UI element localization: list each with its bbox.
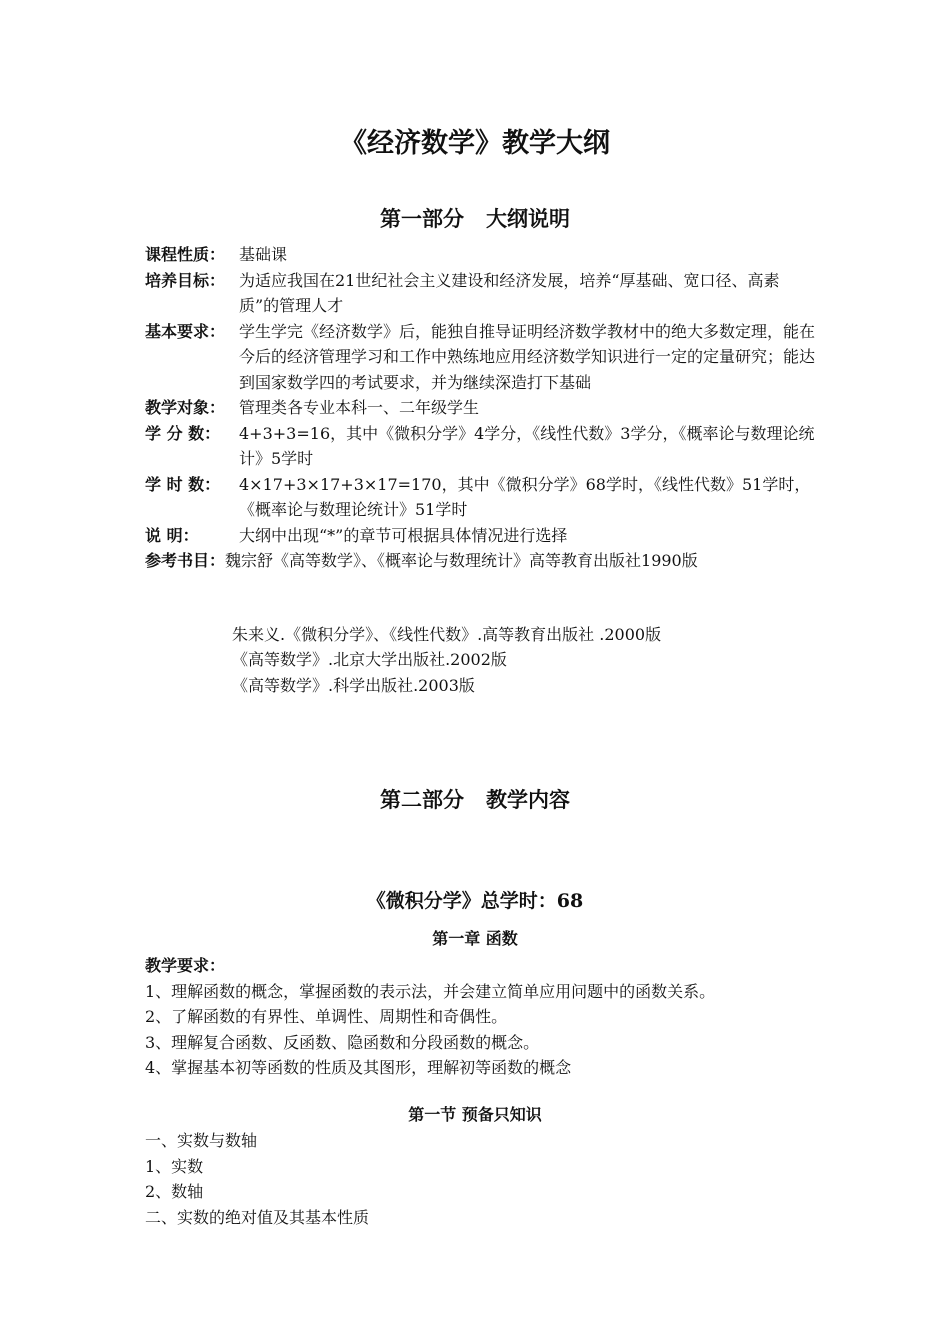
reference-item: 《高等数学》.科学出版社.2003版 <box>232 676 475 695</box>
field-value: 大纲中出现“*”的章节可根据具体情况进行选择 <box>239 525 568 545</box>
requirement-item: 1、理解函数的概念，掌握函数的表示法，并会建立简单应用问题中的函数关系。 <box>145 981 716 1001</box>
field-label: 参考书目： <box>145 551 226 570</box>
field-basic-requirements <box>145 319 815 396</box>
field-label: 培养目标： <box>145 270 226 290</box>
field-value: 魏宗舒《高等数学》、《概率论与数理统计》高等教育出版社1990版 <box>225 551 698 570</box>
field-value: 4+3+3=16，其中《微积分学》4学分，《线性代数》3学分，《概率论与数理论统计》5学时 <box>239 423 815 468</box>
content-item: 一、实数与数轴 <box>145 1131 258 1150</box>
field-value: 学生学完《经济数学》后，能独自推导证明经济数学教材中的绝大多数定理，能在今后的经济管理学习和工作中熟练地应用经济数学知识进行一定的定量研究；能达到国家数学四的考试要求，并为继续深造打下基础 <box>239 321 816 392</box>
field-credits <box>145 421 815 472</box>
section-contents <box>145 1128 845 1230</box>
part1-title <box>0 204 950 234</box>
field-label: 学 分 数： <box>145 423 221 443</box>
content-item: 二、实数的绝对值及其基本性质 <box>145 1207 370 1227</box>
part2-title-number: 第二部分 <box>380 787 464 812</box>
field-label: 基本要求： <box>145 321 226 341</box>
requirement-item: 3、理解复合函数、反函数、隐函数和分段函数的概念。 <box>145 1032 540 1052</box>
content-item: 1、实数 <box>145 1156 204 1176</box>
field-value: 为适应我国在21世纪社会主义建设和经济发展，培养“厚基础、宽口径、高素质”的管理人才 <box>239 270 780 315</box>
course-title: 《微积分学》总学时：68 <box>366 890 584 912</box>
field-notes <box>145 523 815 549</box>
part2-title <box>0 785 950 815</box>
content-item: 2、数轴 <box>145 1182 204 1201</box>
field-course-nature <box>145 242 815 268</box>
field-references <box>145 548 815 574</box>
part1-title-number: 第一部分 <box>380 206 464 231</box>
requirement-item: 4、掌握基本初等函数的性质及其图形，理解初等函数的概念 <box>145 1058 572 1077</box>
reference-item: 《高等数学》.北京大学出版社.2002版 <box>232 650 507 669</box>
section-title: 第一节 预备只知识 <box>408 1105 542 1124</box>
field-label: 学 时 数： <box>145 474 221 494</box>
part2-title-name: 教学内容 <box>486 787 570 812</box>
reference-item: 朱来义.《微积分学》、《线性代数》.高等教育出版社 .2000版 <box>232 625 662 644</box>
chapter-title: 第一章 函数 <box>432 929 518 948</box>
requirements-label: 教学要求： <box>145 956 226 975</box>
requirement-item: 2、了解函数的有界性、单调性、周期性和奇偶性。 <box>145 1007 508 1026</box>
field-label: 说 明： <box>145 525 199 545</box>
syllabus-fields <box>145 242 815 574</box>
document-title: 《经济数学》教学大纲 <box>340 128 610 159</box>
field-value: 管理类各专业本科一、二年级学生 <box>239 398 480 417</box>
field-teaching-object <box>145 395 815 421</box>
teaching-requirements <box>145 953 845 1081</box>
field-label: 课程性质： <box>145 245 226 264</box>
field-label: 教学对象： <box>145 398 226 417</box>
part1-title-name: 大纲说明 <box>486 206 570 231</box>
field-hours <box>145 472 815 523</box>
field-value: 基础课 <box>239 245 288 264</box>
field-value: 4×17+3×17+3×17=170，其中《微积分学》68学时，《线性代数》51学时，《概率论与数理论统计》51学时 <box>239 474 811 519</box>
field-training-goal <box>145 268 815 319</box>
